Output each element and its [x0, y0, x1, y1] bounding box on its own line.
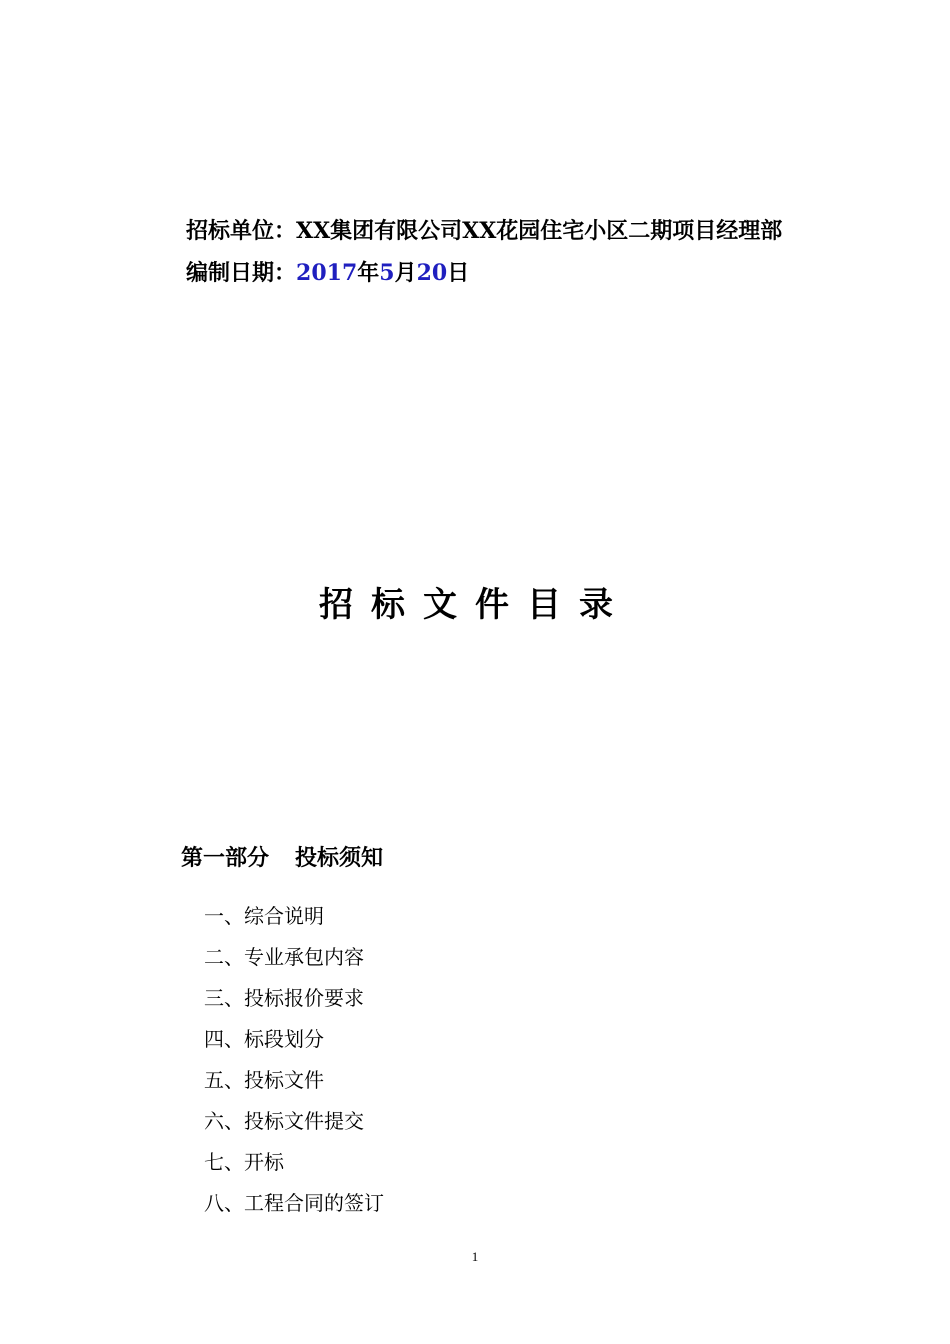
- bidding-unit-value: XX集团有限公司XX花园住宅小区二期项目经理部: [296, 218, 783, 244]
- compile-date-label: 编制日期：: [186, 260, 297, 286]
- document-title: 招标文件目录: [319, 585, 631, 625]
- toc-item: 三、投标报价要求: [204, 986, 364, 1010]
- toc-item: 一、综合说明: [204, 904, 324, 928]
- date-month-suffix: 月: [394, 260, 417, 286]
- date-year-suffix: 年: [357, 260, 380, 286]
- toc-item: 八、工程合同的签订: [204, 1191, 384, 1215]
- date-day: 20: [416, 260, 448, 286]
- toc-item: 二、专业承包内容: [204, 945, 364, 969]
- date-month: 5: [379, 260, 395, 286]
- bidding-unit-line: [186, 216, 782, 246]
- date-year: 2017: [296, 260, 358, 286]
- part-heading: [181, 843, 383, 873]
- date-day-suffix: 日: [447, 260, 470, 286]
- part-name: 投标须知: [295, 845, 384, 871]
- toc-item: 四、标段划分: [204, 1027, 324, 1051]
- toc-item: 五、投标文件: [204, 1068, 324, 1092]
- page-number: 1: [471, 1249, 479, 1264]
- compile-date-line: [186, 258, 469, 288]
- part-number: 第一部分: [181, 845, 270, 871]
- toc-item: 七、开标: [204, 1150, 284, 1174]
- bidding-unit-label: 招标单位：: [186, 218, 297, 244]
- toc-list: [204, 896, 384, 1224]
- toc-item: 六、投标文件提交: [204, 1109, 364, 1133]
